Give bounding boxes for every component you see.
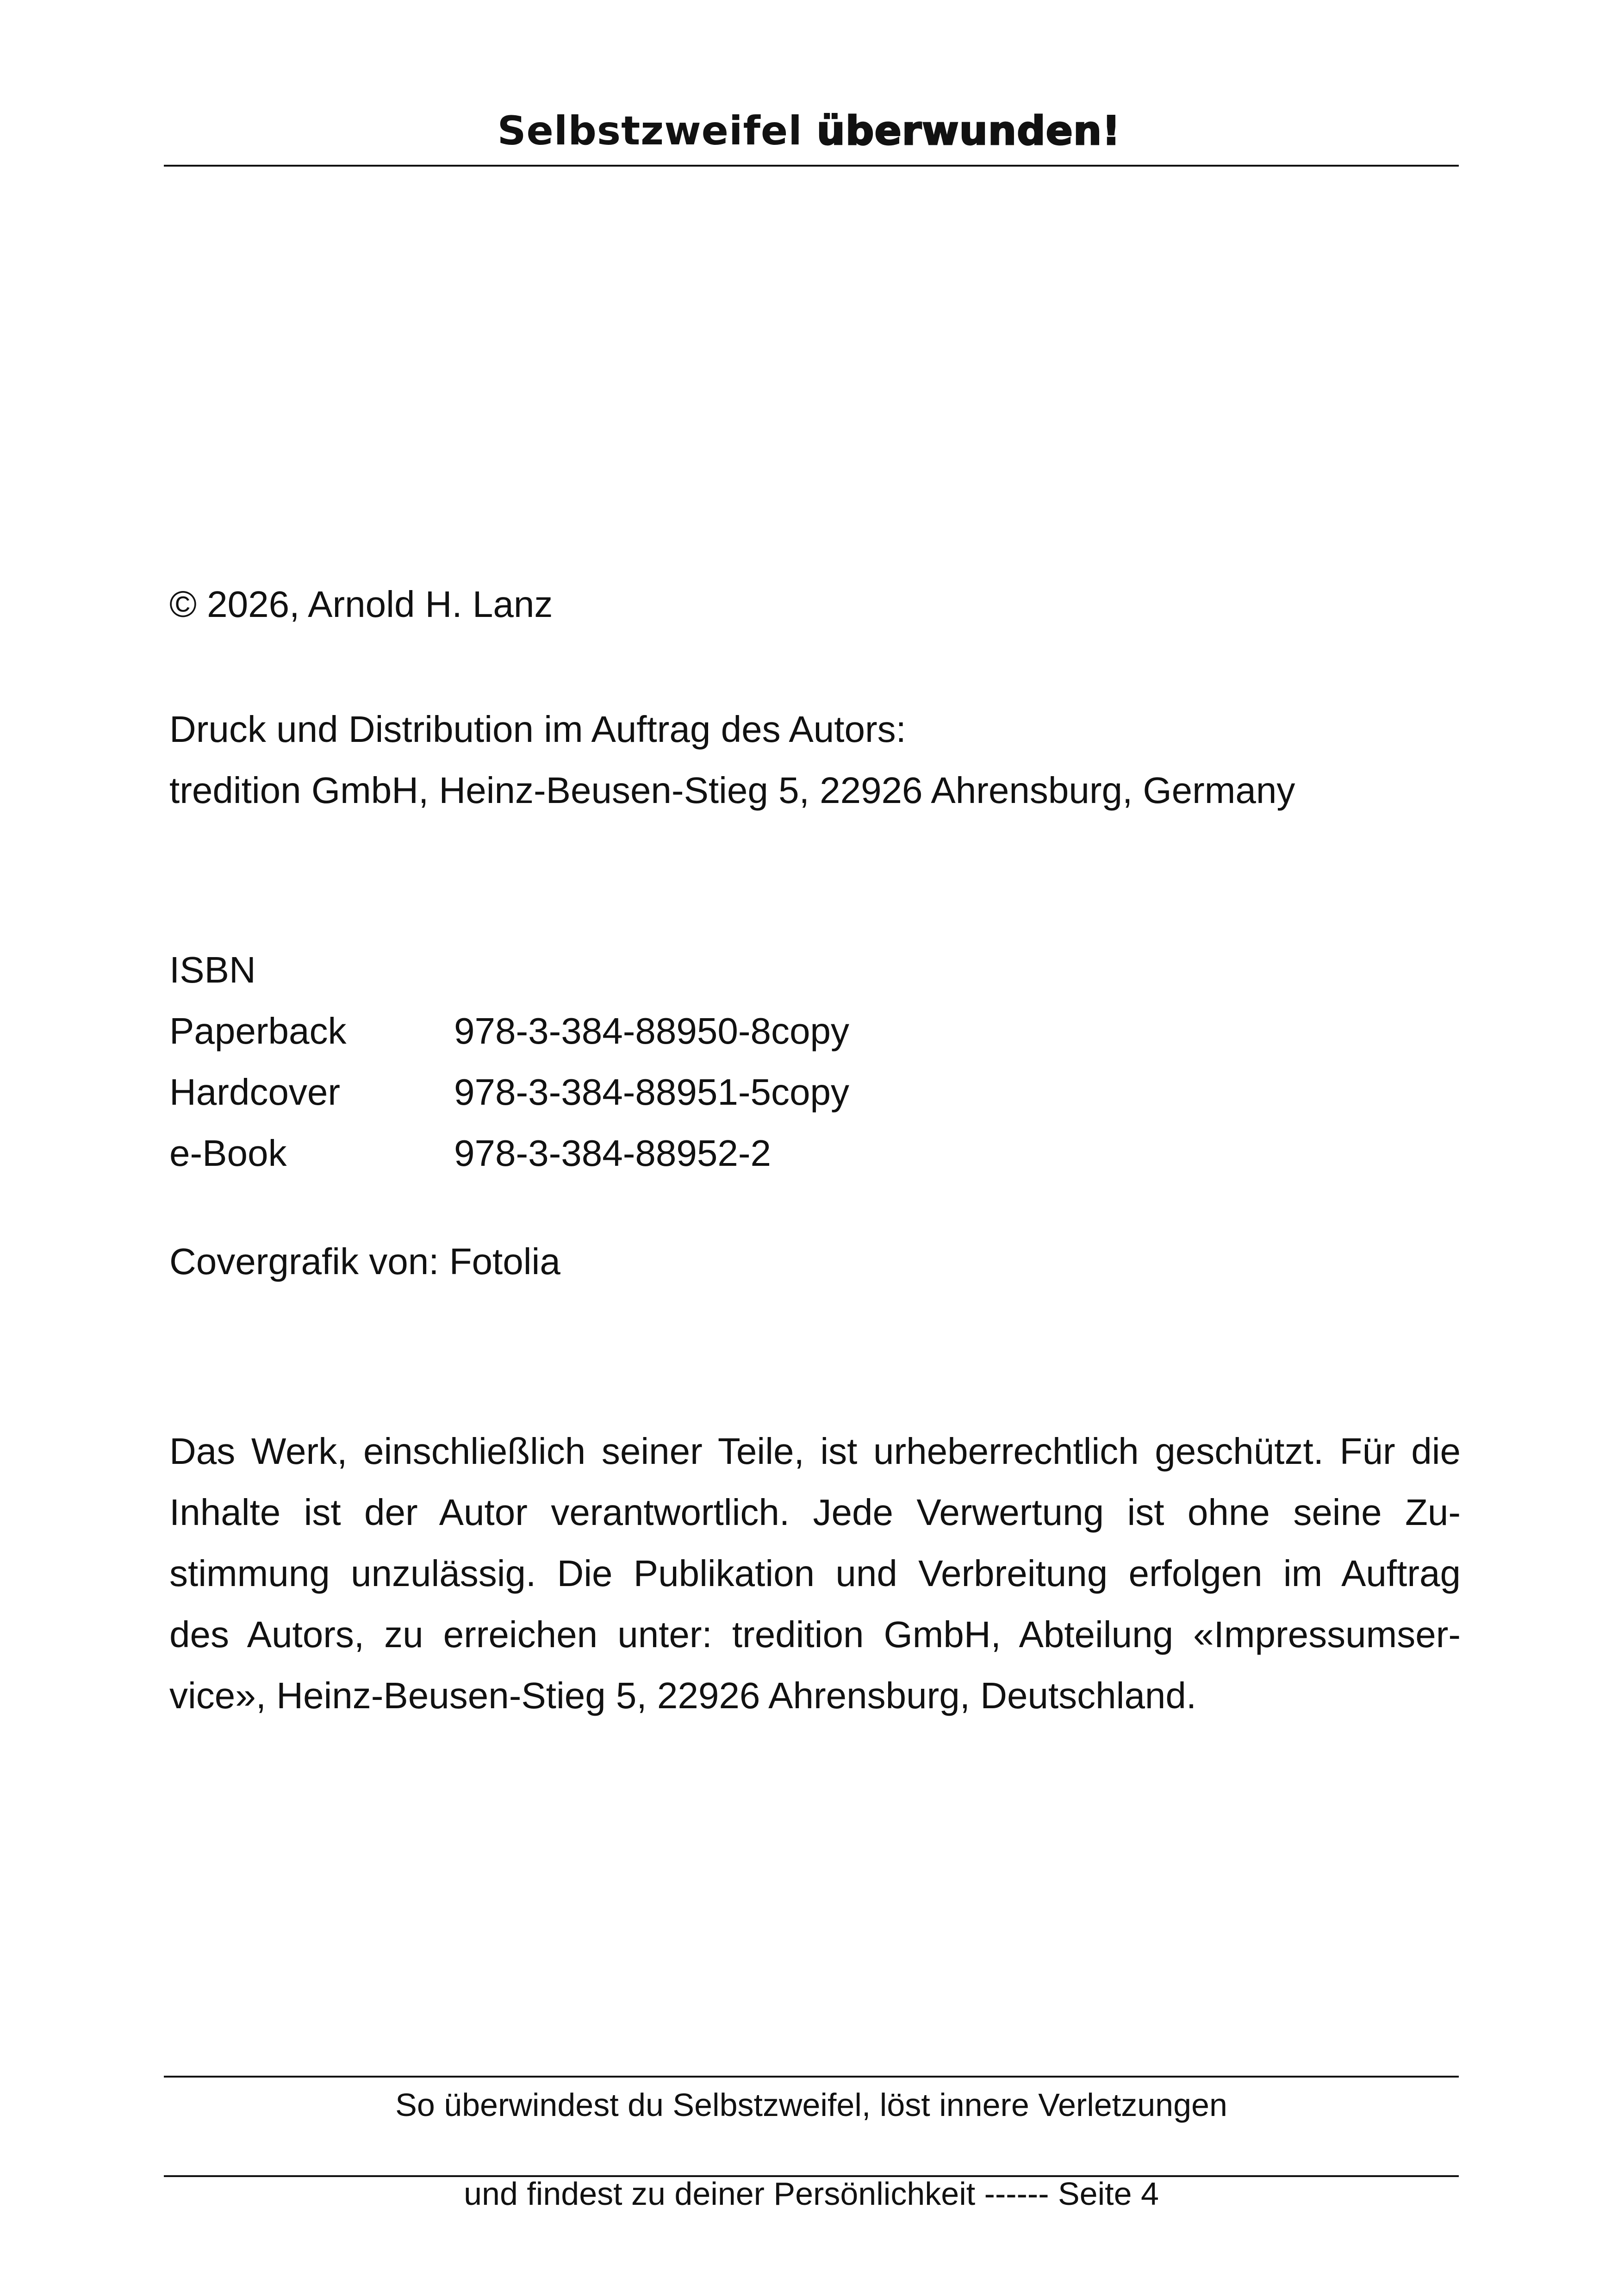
- footer-rule-top: [164, 2076, 1459, 2078]
- isbn-label: Paperback: [169, 1010, 347, 1052]
- legal-line: vice», Heinz-Beusen-Stieg 5, 22926 Ahrensburg, Deutschland.: [169, 1675, 1197, 1716]
- footer-line-2: und findest zu deiner Persönlichkeit ------ Seite 4: [464, 2176, 1159, 2212]
- print-line-1: Druck und Distribution im Auftrag des Autors:: [169, 709, 906, 750]
- isbn-label: Hardcover: [169, 1071, 341, 1113]
- running-footer: [164, 2083, 1459, 2216]
- legal-line: des Autors, zu erreichen unter: tredition GmbH, Abteilung «Impressumser-: [169, 1614, 1461, 1655]
- footer-line-1: So überwindest du Selbstzweifel, löst innere Verletzungen: [395, 2087, 1227, 2123]
- isbn-block: [169, 940, 1461, 1184]
- legal-line: Inhalte ist der Autor verantwortlich. Jede Verwertung ist ohne seine Zu-: [169, 1492, 1461, 1533]
- header-title-part2: überwunden!: [816, 108, 1121, 154]
- header-rule: [164, 165, 1459, 167]
- copyright-line: © 2026, Arnold H. Lanz: [169, 584, 553, 625]
- footer-rule-bottom: [164, 2175, 1459, 2177]
- isbn-value: 978-3-384-88950-8copy: [454, 1010, 849, 1052]
- isbn-row: [169, 1001, 1461, 1062]
- legal-notice: [169, 1421, 1461, 1726]
- isbn-row: [169, 1062, 1461, 1123]
- cover-credit: [169, 1231, 1461, 1292]
- cover-credit-line: Covergrafik von: Fotolia: [169, 1241, 560, 1282]
- isbn-row: [169, 1123, 1461, 1184]
- copyright-notice: [169, 574, 1461, 635]
- isbn-label: e-Book: [169, 1132, 287, 1174]
- print-line-2: tredition GmbH, Heinz-Beusen-Stieg 5, 22926 Ahrensburg, Germany: [169, 770, 1295, 811]
- running-header-title: [0, 106, 1618, 156]
- isbn-value: 978-3-384-88951-5copy: [454, 1071, 849, 1113]
- legal-line: Das Werk, einschließlich seiner Teile, ist urheberrechtlich geschützt. Für die: [169, 1431, 1461, 1472]
- legal-line: stimmung unzulässig. Die Publikation und Verbreitung erfolgen im Auftrag: [169, 1553, 1461, 1594]
- header-title-part1: Selbstzweifel: [497, 108, 817, 154]
- isbn-heading: ISBN: [169, 949, 256, 990]
- print-distribution-block: [169, 699, 1461, 821]
- isbn-value: 978-3-384-88952-2: [454, 1132, 771, 1174]
